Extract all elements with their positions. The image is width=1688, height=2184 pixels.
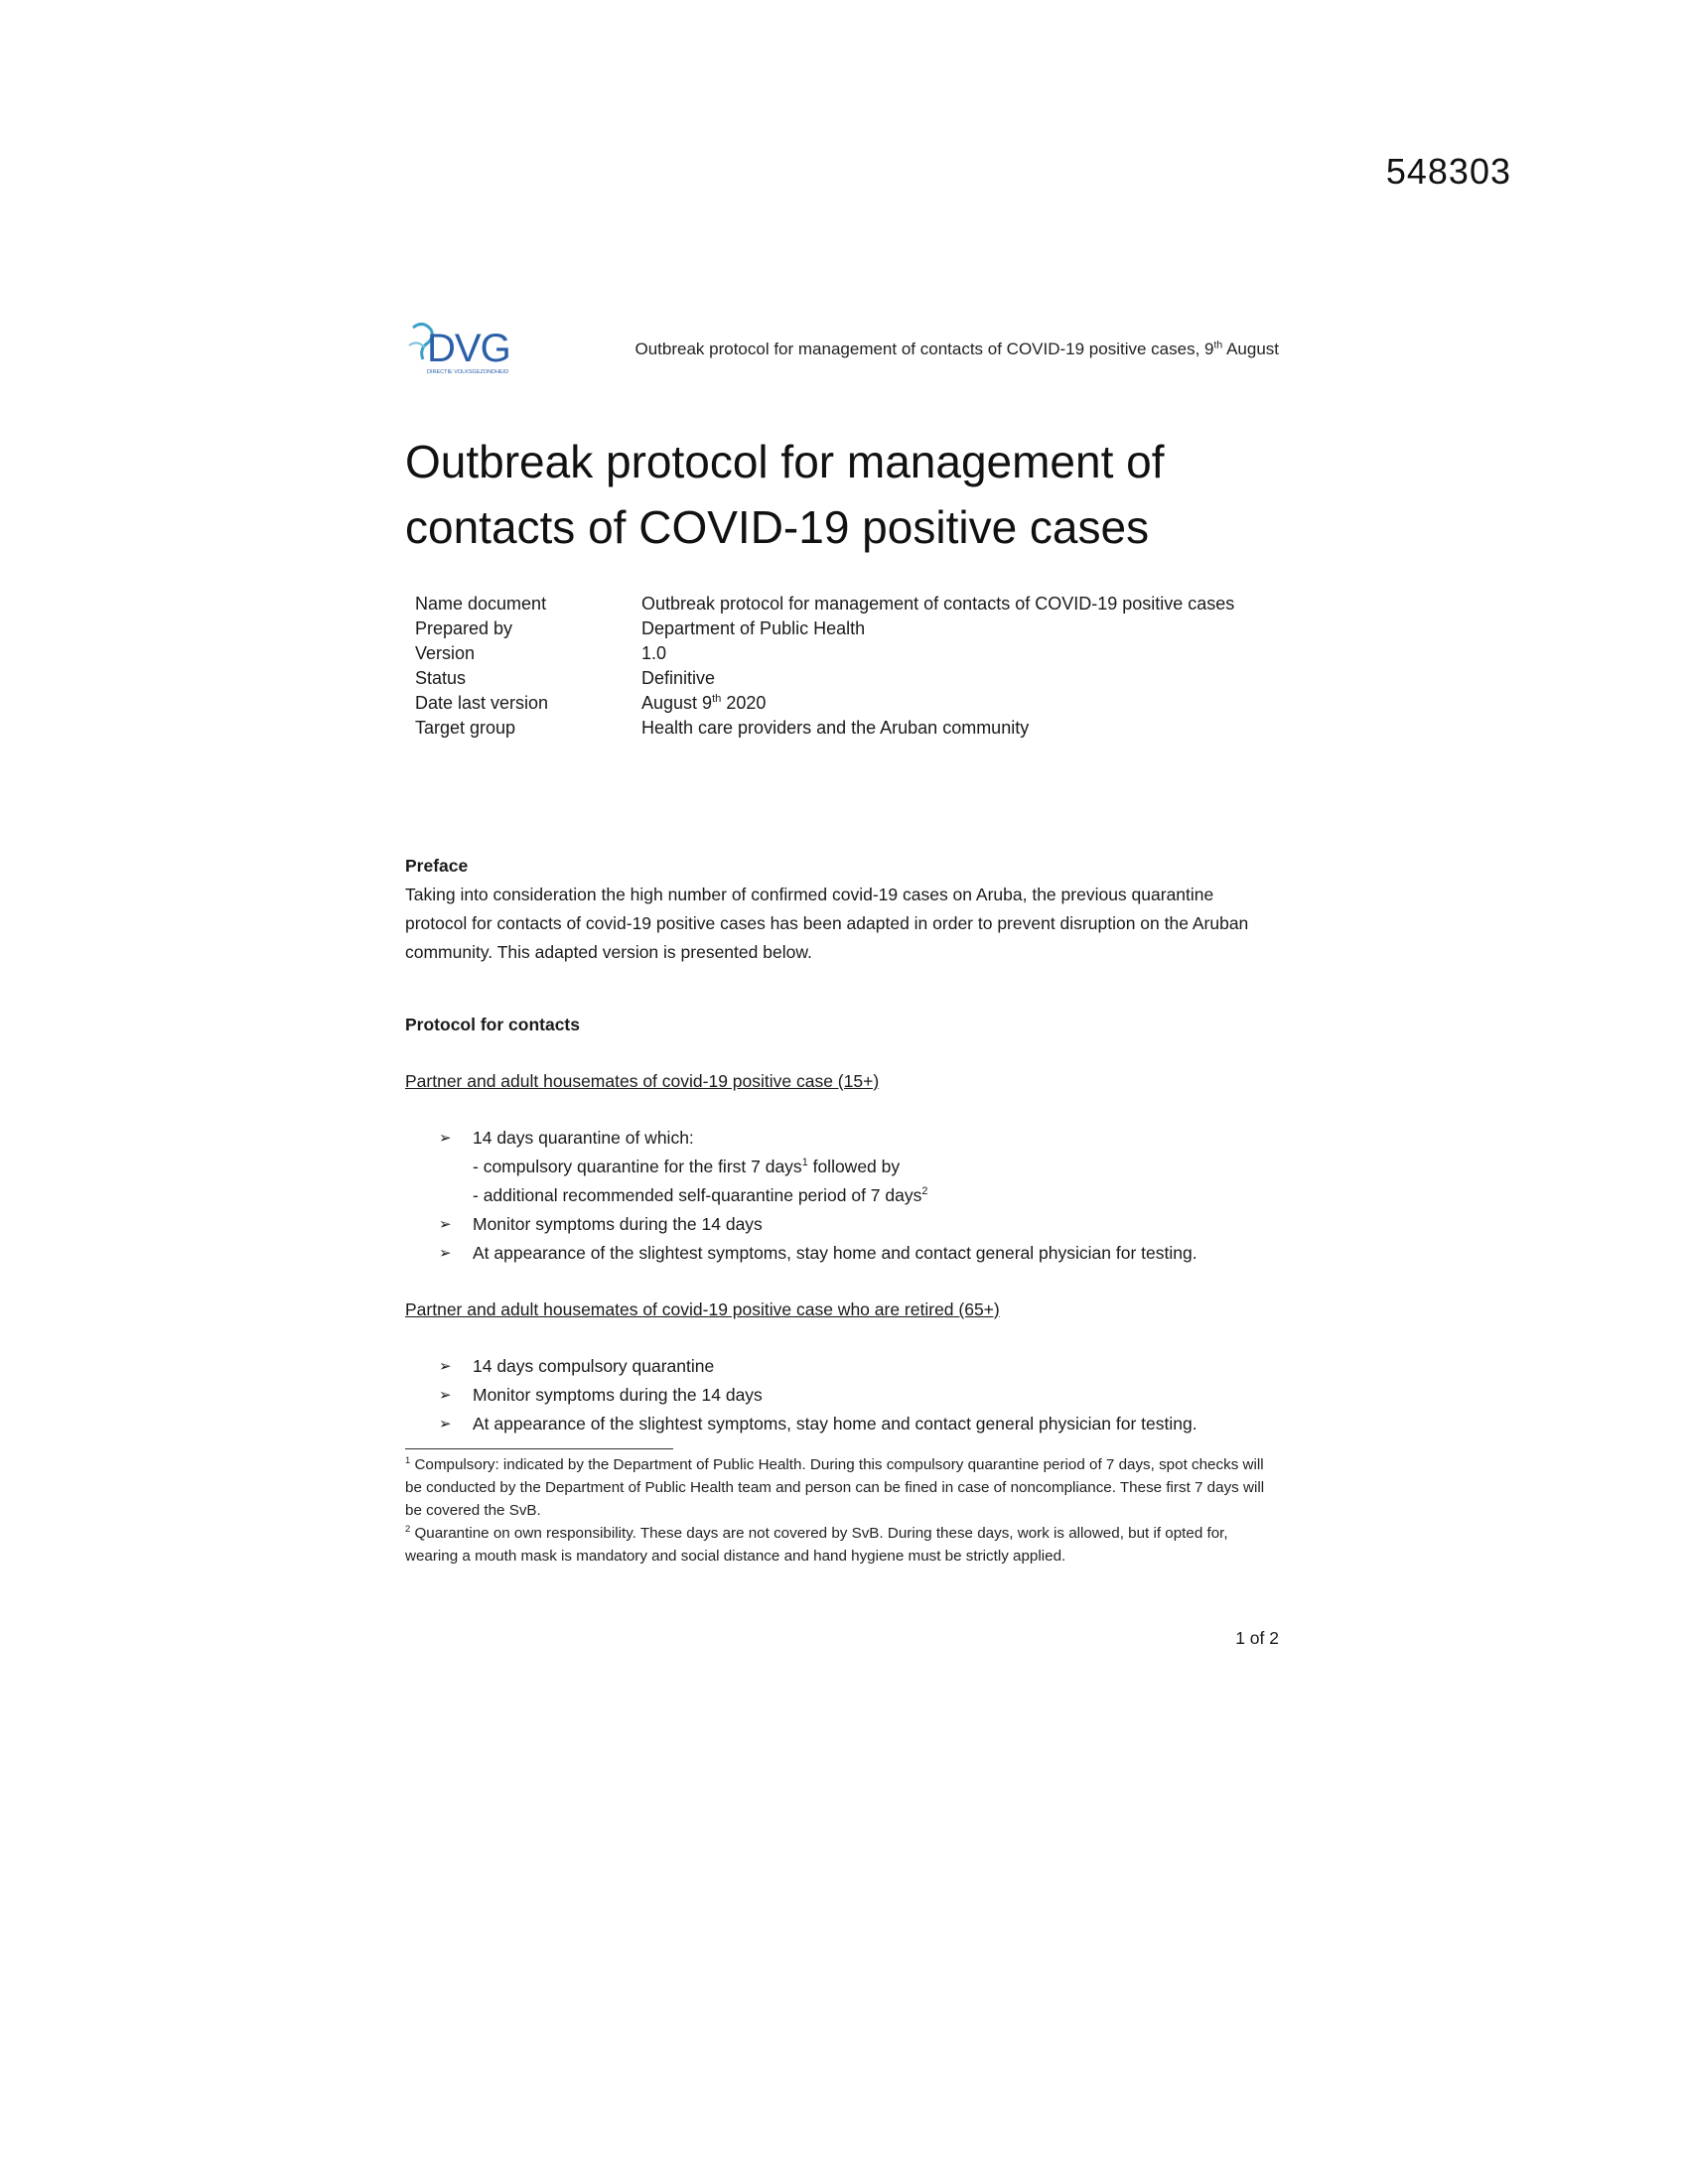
meta-row-version: Version 1.0 bbox=[415, 643, 667, 663]
preface-heading: Preface bbox=[405, 856, 469, 876]
document-body bbox=[405, 852, 1279, 1438]
meta-row-date: Date last version August 9th 2020 bbox=[415, 693, 767, 713]
footnote-2: $^2$ Quarantine on own responsibility. These days are not covered by SvB. During these days, work is allowed, but if opted for, wearing a mouth mask is mandatory and social distance and hand hygiene must be strictly applied. bbox=[405, 1522, 1228, 1565]
list-item: ➢ At appearance of the slightest symptoms, stay home and contact general physician for testing. bbox=[405, 1239, 1279, 1268]
meta-row-target: Target group Health care providers and the Aruban community bbox=[415, 718, 1030, 738]
list-item: ➢ At appearance of the slightest symptoms, stay home and contact general physician for testing. bbox=[405, 1410, 1279, 1438]
list-item: ➢ Monitor symptoms during the 14 days bbox=[405, 1210, 1279, 1239]
section-title-retired-65plus: Partner and adult housemates of covid-19 positive case who are retired (65+) bbox=[405, 1299, 1000, 1319]
section2-bullet-list bbox=[405, 1352, 1279, 1438]
document-id: 548303 bbox=[1385, 151, 1511, 192]
section-title-partners-15plus: Partner and adult housemates of covid-19 positive case (15+) bbox=[405, 1071, 880, 1091]
meta-row-name: Name document Outbreak protocol for management of contacts of COVID-19 positive cases bbox=[415, 594, 1235, 614]
svg-text:DIRECTIE VOLKSGEZONDHEID: DIRECTIE VOLKSGEZONDHEID bbox=[427, 369, 509, 375]
document-metadata-table bbox=[405, 592, 1279, 741]
page-number: 1 of 2 bbox=[1235, 1628, 1279, 1648]
arrow-bullet-icon: ➢ bbox=[439, 1245, 452, 1262]
footnote-divider bbox=[405, 1448, 673, 1449]
running-header-title: Outbreak protocol for management of contacts of COVID-19 positive cases, 9th August bbox=[634, 339, 1279, 358]
page-header bbox=[405, 316, 1279, 375]
list-subitem: - additional recommended self-quarantine period of 7 days$^2$ bbox=[473, 1185, 928, 1205]
meta-row-prepared: Prepared by Department of Public Health bbox=[415, 618, 866, 638]
footnotes bbox=[405, 1453, 1279, 1568]
arrow-bullet-icon: ➢ bbox=[439, 1358, 452, 1375]
arrow-bullet-icon: ➢ bbox=[439, 1216, 452, 1233]
list-item: ➢ 14 days compulsory quarantine bbox=[405, 1352, 1279, 1381]
arrow-bullet-icon: ➢ bbox=[439, 1416, 452, 1433]
list-subitem: - compulsory quarantine for the first 7 days$^1$ followed by bbox=[473, 1157, 901, 1176]
svg-text:DVG: DVG bbox=[427, 327, 510, 370]
meta-row-status: Status Definitive bbox=[415, 668, 716, 688]
dvg-logo bbox=[405, 316, 544, 377]
list-item: ➢ Monitor symptoms during the 14 days bbox=[405, 1381, 1279, 1410]
page-title: Outbreak protocol for management of contacts of COVID-19 positive cases bbox=[405, 436, 1165, 553]
arrow-bullet-icon: ➢ bbox=[439, 1387, 452, 1404]
protocol-heading: Protocol for contacts bbox=[405, 1015, 580, 1034]
footnote-1: $^1$ Compulsory: indicated by the Department of Public Health. During this compulsory quarantine period of 7 days, spot checks will be conducted by the Department of Public Health team and person can be fined in case of noncompliance. These first 7 days will be covered the SvB. bbox=[405, 1453, 1265, 1519]
section1-bullet-list bbox=[405, 1124, 1279, 1268]
arrow-bullet-icon: ➢ bbox=[439, 1130, 452, 1147]
list-item: ➢ 14 days quarantine of which: bbox=[405, 1124, 1279, 1153]
preface-text: Taking into consideration the high number of confirmed covid-19 cases on Aruba, the previous quarantine protocol for contacts of covid-19 positive cases has been adapted in order to prevent disruption on the Aruban community. This adapted version is presented below. bbox=[405, 885, 1249, 962]
